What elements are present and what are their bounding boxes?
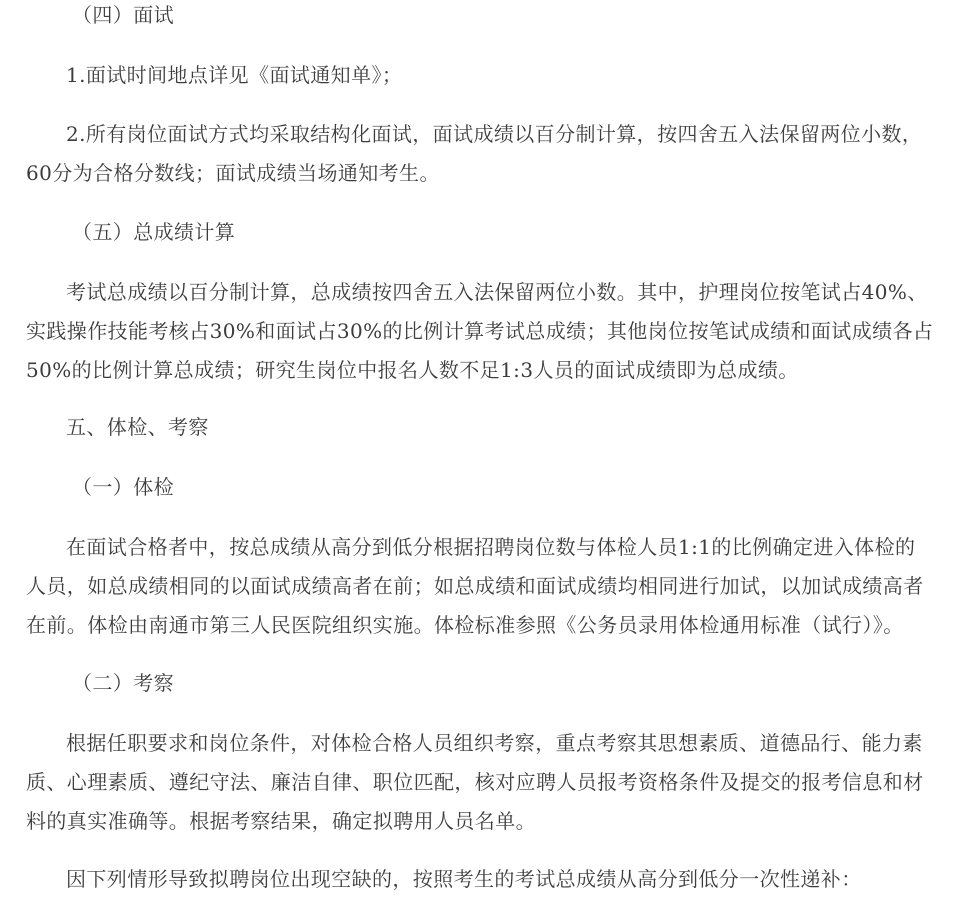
- physical-exam-body: [26, 528, 956, 645]
- text-line: （二）考察: [72, 671, 174, 695]
- text-line: （四）面试: [72, 3, 174, 27]
- vacancy-intro: [26, 860, 956, 899]
- inspection-body: [26, 724, 956, 841]
- text-line: 根据任职要求和岗位条件，对体检合格人员组织考察，重点考察其思想素质、道德品行、能力素: [66, 731, 923, 755]
- text-line: 在面试合格者中，按总成绩从高分到低分根据招聘岗位数与体检人员1:1的比例确定进入体检的: [66, 535, 916, 559]
- text-line: （一）体检: [72, 475, 174, 499]
- heading-inspection: [26, 664, 956, 703]
- text-line: （五）总成绩计算: [72, 220, 236, 244]
- text-line: 料的真实准确等。根据考察结果，确定拟聘用人员名单。: [26, 809, 536, 833]
- heading-interview: [26, 0, 956, 35]
- text-line: 60分为合格分数线；面试成绩当场通知考生。: [26, 161, 440, 185]
- text-line: 2.所有岗位面试方式均采取结构化面试，面试成绩以百分制计算，按四舍五入法保留两位小数，: [66, 122, 923, 146]
- heading-section-5: [26, 408, 956, 447]
- text-line: 因下列情形导致拟聘岗位出现空缺的，按照考生的考试总成绩从高分到低分一次性递补：: [66, 867, 862, 891]
- text-line: 在前。体检由南通市第三人民医院组织实施。体检标准参照《公务员录用体检通用标准（试行）》。: [26, 613, 904, 637]
- interview-item-2: [26, 115, 956, 193]
- text-line: 人员，如总成绩相同的以面试成绩高者在前；如总成绩和面试成绩均相同进行加试，以加试成绩高者: [26, 574, 924, 598]
- text-line: 考试总成绩以百分制计算，总成绩按四舍五入法保留两位小数。其中，护理岗位按笔试占40%、: [66, 280, 928, 304]
- text-line: 50%的比例计算总成绩；研究生岗位中报名人数不足1:3人员的面试成绩即为总成绩。: [26, 358, 799, 382]
- interview-item-1: [26, 56, 956, 95]
- heading-physical-exam: [26, 468, 956, 507]
- text-line: 1.面试时间地点详见《面试通知单》；: [66, 63, 403, 87]
- heading-total-score: [26, 213, 956, 252]
- text-line: 实践操作技能考核占30%和面试占30%的比例计算考试总成绩；其他岗位按笔试成绩和面试成绩各占: [26, 319, 934, 343]
- text-line: 质、心理素质、遵纪守法、廉洁自律、职位匹配，核对应聘人员报考资格条件及提交的报考信息和材: [26, 770, 924, 794]
- text-line: 五、体检、考察: [66, 415, 209, 439]
- total-score-body: [26, 273, 956, 390]
